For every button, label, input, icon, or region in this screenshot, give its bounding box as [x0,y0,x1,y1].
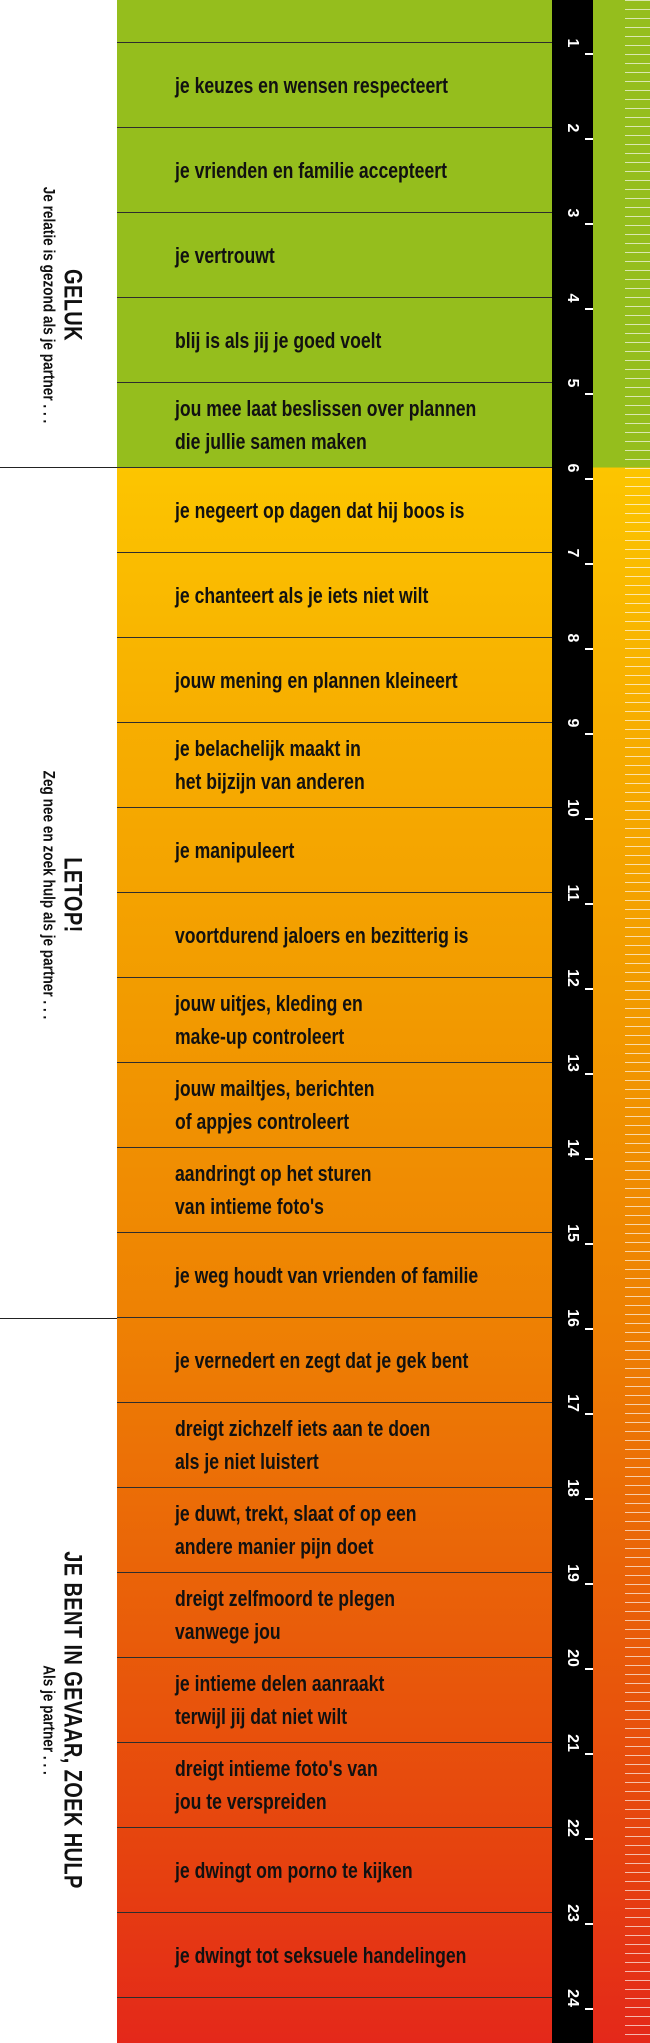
statement-line: jouw mening en plannen kleineert [175,667,458,693]
ruler-major-tick [585,478,593,480]
statement-row [117,1913,552,1998]
section-subtitle: Als je partner . . . [39,1665,59,1775]
ruler-number: 20 [564,1649,581,1667]
statement-line: je chanteert als je iets niet wilt [175,582,429,608]
statement-row [117,1148,552,1233]
statement-line: je manipuleert [175,837,295,863]
statement-line: voortdurend jaloers en bezitterig is [175,922,469,948]
ruler-major-tick [585,1583,593,1585]
ruler-number: 23 [564,1904,581,1922]
statement-row [117,553,552,638]
statement-line: die jullie samen maken [175,429,367,454]
section-title: LETOP! [58,857,87,933]
ruler-number: 5 [564,378,581,388]
section-gevaar-label [39,1509,86,1931]
ruler-major-tick [585,1838,593,1840]
ruler-number: 4 [564,293,581,303]
statement-line: of appjes controleert [175,1109,350,1134]
ruler-number: 1 [564,38,581,48]
ruler-number: 22 [564,1819,581,1837]
statement-text [175,1157,372,1223]
statement-text [175,579,428,612]
ruler-number: 15 [564,1224,581,1242]
statement-line: je negeert op dagen dat hij boos is [175,497,465,523]
ruler-number: 8 [564,633,581,643]
ruler-number: 21 [564,1734,581,1752]
statement-text [175,324,381,357]
statement-line: jouw uitjes, kleding en [175,991,363,1016]
section-letop-label [39,740,86,1051]
ruler-major-tick [585,2008,593,2010]
statement-row [117,638,552,723]
ruler-number: 11 [564,884,581,902]
statement-line: make-up controleert [175,1024,345,1049]
statement-text [175,1582,395,1648]
statement-line: jouw mailtjes, berichten [175,1076,375,1101]
ruler-number: 6 [564,463,581,473]
statement-row [117,1318,552,1403]
statement-line: dreigt zichzelf iets aan te doen [175,1416,431,1441]
ruler-minor-ticks [593,0,650,2043]
ruler-major-tick [585,648,593,650]
ruler-number: 3 [564,208,581,218]
statement-line: je dwingt om porno te kijken [175,1857,413,1883]
ruler-number: 17 [564,1394,581,1412]
statement-text [175,732,365,798]
ruler-number: 24 [564,1989,581,2007]
statement-text [175,392,476,458]
statement-line: je vertrouwt [175,242,275,268]
ruler-major-tick [585,1073,593,1075]
ruler-major-tick [585,53,593,55]
ruler-major-tick [585,308,593,310]
statement-text [175,1259,478,1292]
ruler-number: 13 [564,1054,581,1072]
statement-text [175,239,275,272]
statement-text [175,919,468,952]
statement-text [175,1939,466,1972]
section-title: GELUK [58,268,87,341]
statement-line: vanwege jou [175,1619,281,1644]
top-band [117,0,552,43]
statement-line: blij is als jij je goed voelt [175,327,382,353]
ruler-number: 10 [564,799,581,817]
statement-row [117,1658,552,1743]
ruler-major-tick [585,1668,593,1670]
statement-row [117,1743,552,1828]
statement-row [117,213,552,298]
statement-line: van intieme foto's [175,1194,324,1219]
statement-text [175,1497,417,1563]
statement-line: je weg houdt van vrienden of familie [175,1262,479,1288]
ruler-number: 18 [564,1479,581,1497]
statement-row [117,383,552,468]
ruler-major-tick [585,733,593,735]
statement-row [117,1233,552,1318]
statement-row [117,978,552,1063]
statement-row [117,1488,552,1573]
statement-text [175,1072,375,1138]
ruler-bar [552,0,593,2043]
statement-row [117,1403,552,1488]
section-subtitle: Zeg nee en zoek hulp als je partner . . . [39,770,59,1020]
ruler-major-tick [585,1413,593,1415]
statement-row [117,893,552,978]
ruler-number: 9 [564,718,581,728]
statement-text [175,1667,384,1733]
ruler-major-tick [585,138,593,140]
ruler-major-tick [585,1328,593,1330]
ruler-major-tick [585,1498,593,1500]
statement-line: je keuzes en wensen respecteert [175,72,448,98]
statement-line: terwijl jij dat niet wilt [175,1704,348,1729]
ruler-major-tick [585,563,593,565]
ruler-major-tick [585,393,593,395]
statement-line: andere manier pijn doet [175,1534,374,1559]
statement-row [117,808,552,893]
statement-list [117,0,552,2043]
statement-text [175,1752,378,1818]
ruler-number: 2 [564,123,581,133]
statement-line: dreigt zelfmoord te plegen [175,1586,396,1611]
ruler-number: 16 [564,1309,581,1327]
ruler-major-tick [585,988,593,990]
statement-row [117,298,552,383]
statement-text [175,69,448,102]
statement-row [117,468,552,553]
statement-line: je dwingt tot seksuele handelingen [175,1942,467,1968]
statement-text [175,834,294,867]
statement-line: je belachelijk maakt in [175,736,361,761]
statement-row [117,43,552,128]
statement-text [175,154,447,187]
statement-line: jou te verspreiden [175,1789,327,1814]
statement-row [117,723,552,808]
ruler-major-tick [585,1923,593,1925]
statement-row [117,128,552,213]
statement-line: aandringt op het sturen [175,1161,372,1186]
ruler-major-tick [585,1753,593,1755]
statement-line: je duwt, trekt, slaat of op een [175,1501,417,1526]
section-geluk-label [39,157,86,453]
statement-line: als je niet luistert [175,1449,319,1474]
statement-line: dreigt intieme foto's van [175,1756,378,1781]
statement-line: het bijzijn van anderen [175,769,365,794]
statement-row [117,1573,552,1658]
ruler-number: 14 [564,1139,581,1157]
ruler-major-tick [585,223,593,225]
statement-row [117,1063,552,1148]
section-title: JE BENT IN GEVAAR, ZOEK HULP [58,1551,87,1889]
statement-line: jou mee laat beslissen over plannen [175,396,477,421]
statement-text [175,1854,413,1887]
ruler-major-tick [585,1243,593,1245]
ruler-major-tick [585,818,593,820]
statement-text [175,664,458,697]
statement-text [175,987,363,1053]
section-subtitle: Je relatie is gezond als je partner . . . [39,186,59,424]
section-divider [0,467,117,468]
statement-row [117,1828,552,1913]
section-divider [0,1318,117,1319]
left-panel [0,0,117,2043]
statement-line: je vrienden en familie accepteert [175,157,447,183]
ruler-number: 12 [564,969,581,987]
statement-text [175,494,464,527]
ruler-number: 7 [564,548,581,558]
statement-text [175,1344,468,1377]
ruler-number: 19 [564,1564,581,1582]
statement-line: je intieme delen aanraakt [175,1671,385,1696]
ruler-major-tick [585,903,593,905]
statement-text [175,1412,430,1478]
statement-line: je vernedert en zegt dat je gek bent [175,1347,469,1373]
ruler-major-tick [585,1158,593,1160]
